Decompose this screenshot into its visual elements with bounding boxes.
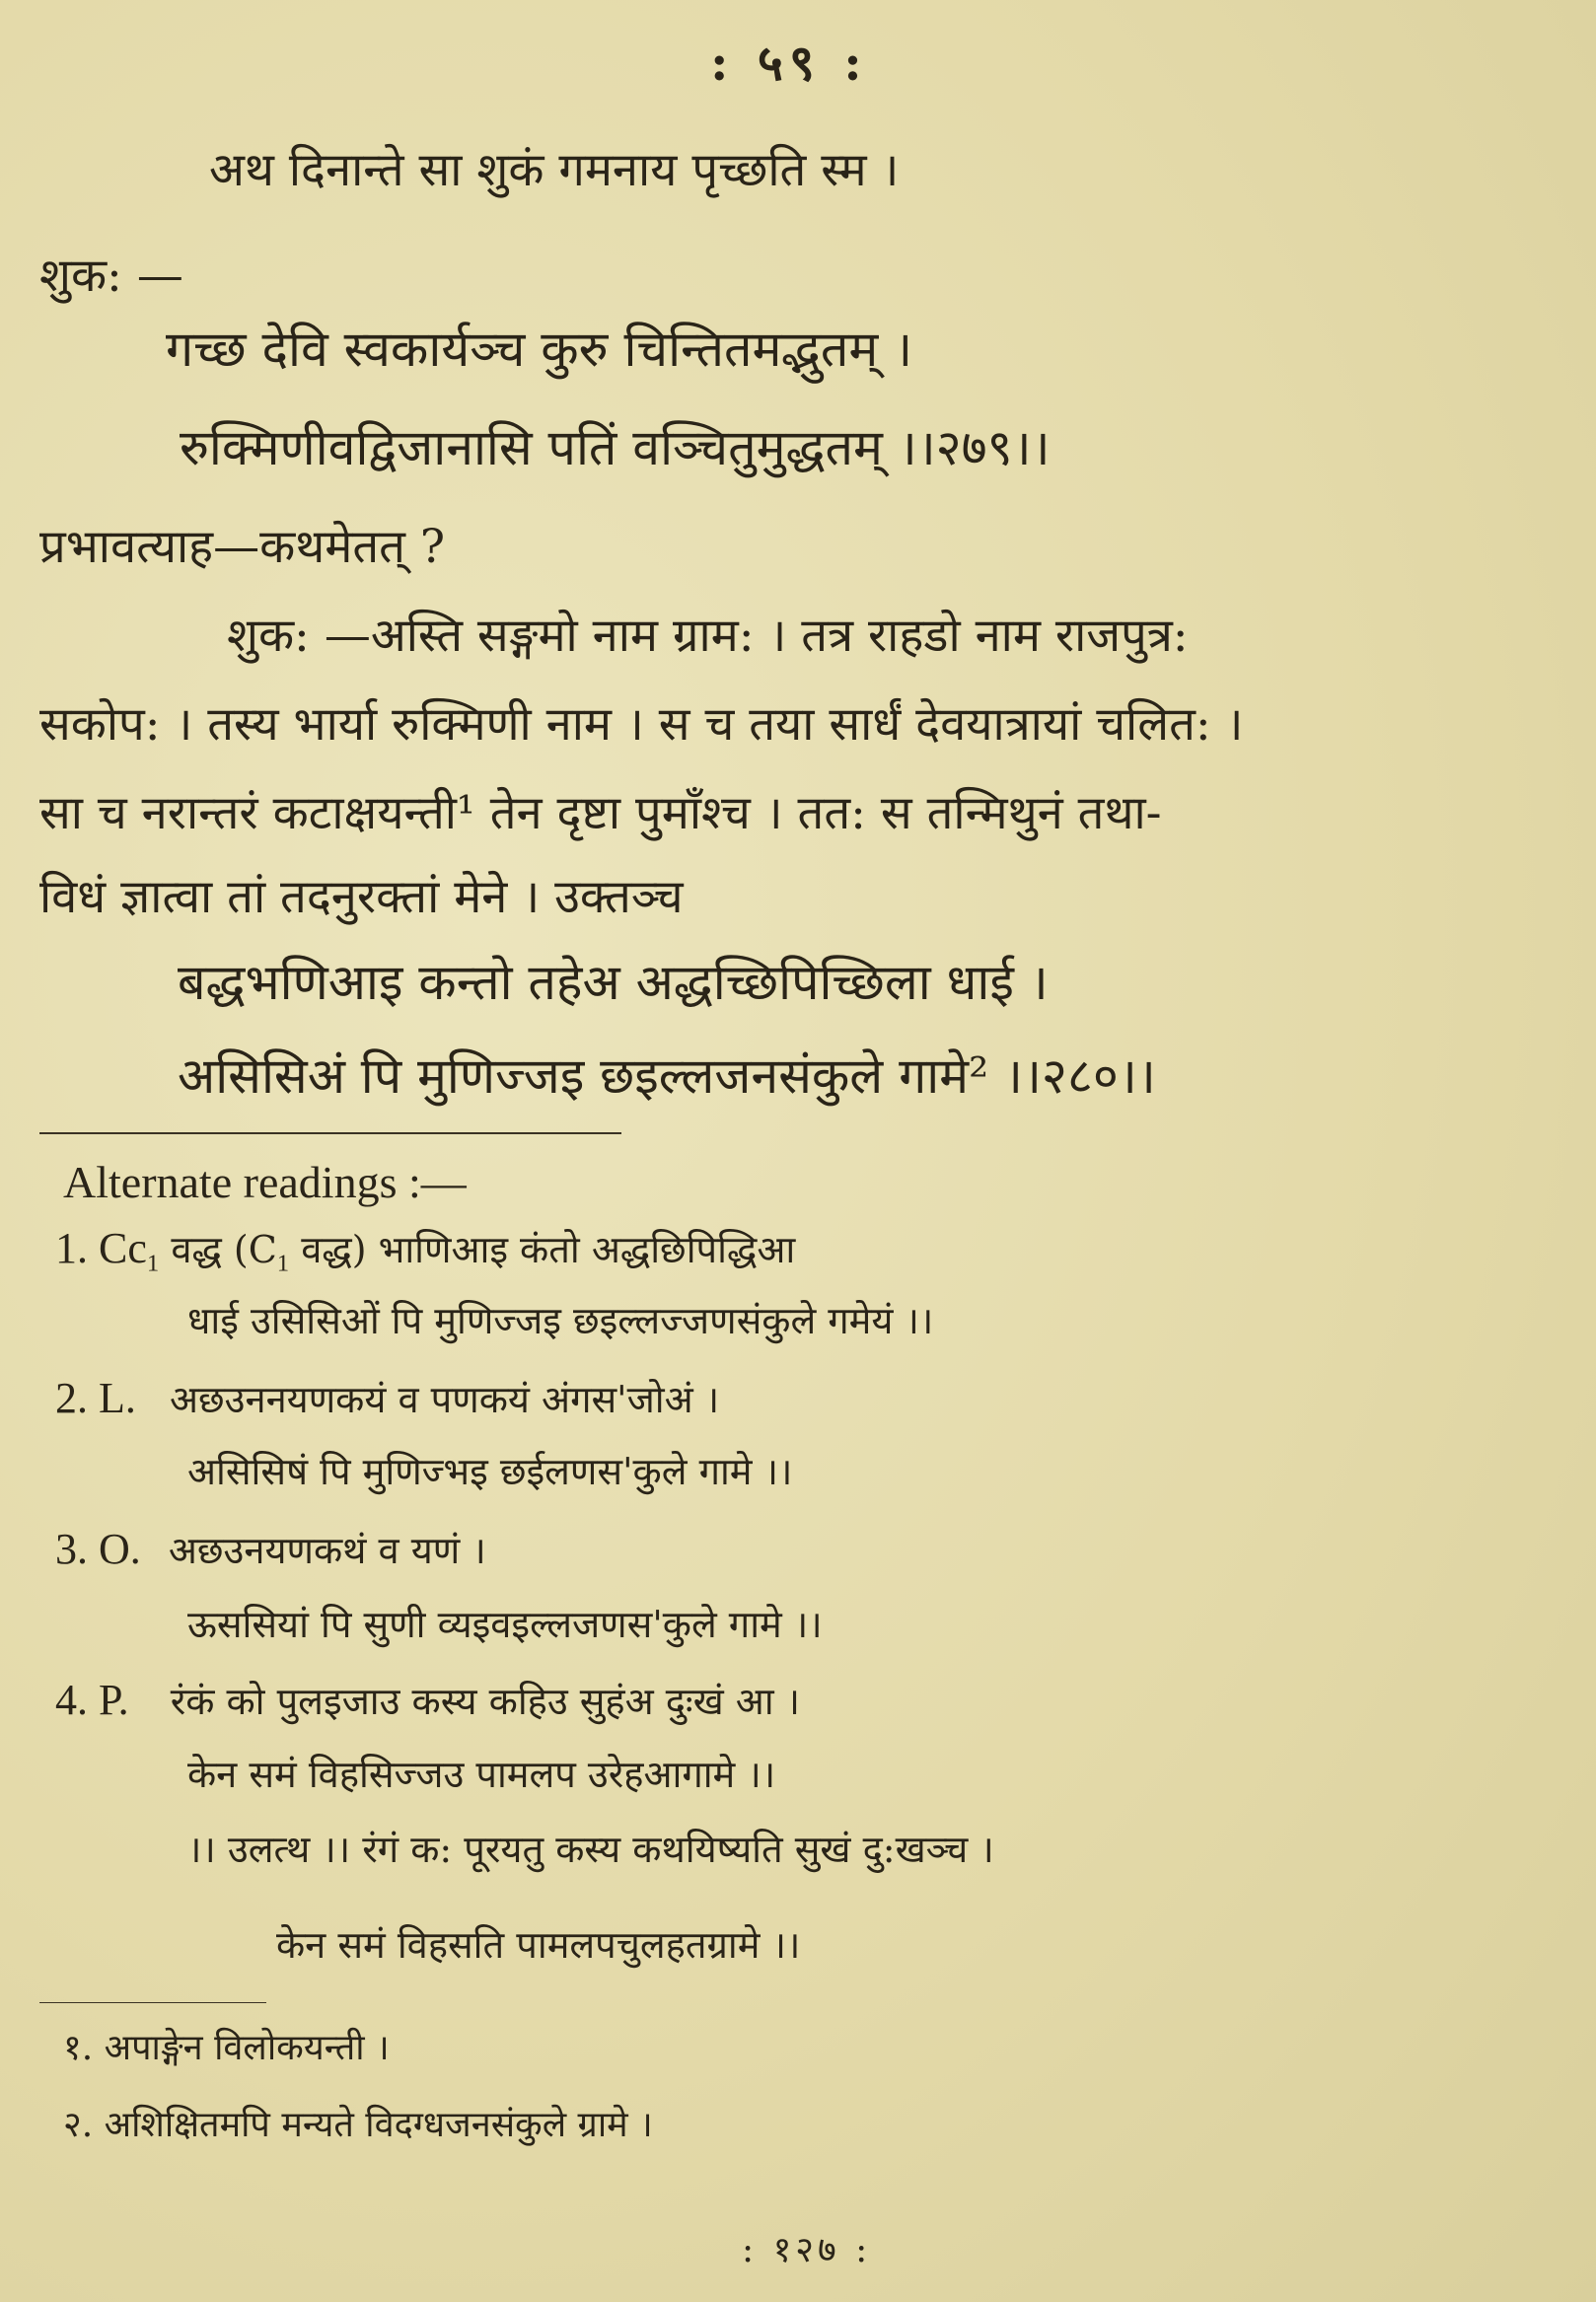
reading-4-number: 4. P.: [55, 1676, 129, 1724]
footnote-1: १. अपाङ्गेन विलोकयन्ती ।: [63, 2028, 390, 2068]
alternate-readings-heading: Alternate readings :—: [63, 1157, 467, 1207]
reading-2-line-2: असिसिषं पि मुणिज्भइ छईलणस'कुले गामे ।।: [187, 1450, 793, 1493]
body-line-1: अथ दिनान्ते सा शुकं गमनाय पृच्छति स्म ।: [209, 143, 900, 197]
reading-1-mid: वद्ध (C: [159, 1228, 277, 1271]
reading-4-text: रंकं को पुलइजाउ कस्य कहिउ सुहंअ दुःखं आ ।: [170, 1680, 801, 1723]
section-divider: [39, 1132, 621, 1134]
reading-1-text: वद्ध) भाणिआइ कंतो अद्धछिपिद्धिआ: [289, 1228, 796, 1271]
reading-3-line-2: ऊससियां पि सुणी व्यइवइल्लजणस'कुले गामे ।।: [187, 1603, 823, 1646]
verse-280-line-a: बद्धभणिआइ कन्तो तहेअ अद्धच्छिपिच्छिला धाई ।: [178, 954, 1049, 1011]
reading-3-text: अछउनयणकथं व यणं ।: [168, 1529, 486, 1572]
reading-1-sub-1: 1: [146, 1250, 160, 1277]
footnote-divider: [39, 2002, 266, 2003]
reading-3-number: 3. O.: [55, 1525, 141, 1573]
verse-279-line-b: रुक्मिणीवद्विजानासि पतिं वञ्चितुमुद्धतम् ।।२७९।।: [180, 419, 1051, 476]
reading-2-number: 2. L.: [55, 1374, 136, 1422]
verse-279-line-a: गच्छ देवि स्वकार्यञ्च कुरु चिन्तितमद्भुतम् ।: [166, 321, 913, 378]
reading-1-line-2: धाई उसिसिओं पि मुणिज्जइ छइल्लज्जणसंकुले गमेयं ।।: [187, 1299, 934, 1342]
page-header-number: : ५९ :: [710, 34, 868, 92]
reading-1: [55, 1223, 795, 1278]
reading-2-text: अछउननयणकयं व पणकयं अंगस'जोअं ।: [169, 1378, 720, 1421]
reading-2: [55, 1373, 719, 1424]
reading-4-line-3: ।। उलत्थ ।। रंगं क: पूरयतु कस्य कथयिष्यति सुखं दु:खञ्च ।: [187, 1828, 994, 1871]
reading-4: [55, 1675, 800, 1726]
reading-1-number: 1. Cc: [55, 1224, 147, 1272]
page-footer-number: : १२७ :: [742, 2230, 872, 2270]
prose-line-1: शुक: —अस्ति सङ्गमो नाम ग्राम: । तत्र राहडो नाम राजपुत्र:: [227, 609, 1189, 663]
footnote-2: २. अशिक्षितमपि मन्यते विदग्धजनसंकुले ग्रामे ।: [63, 2105, 653, 2145]
reading-1-sub-2: 1: [276, 1250, 290, 1277]
reading-4-line-2: केन समं विहसिज्जउ पामलप उरेहआगामे ।।: [187, 1753, 776, 1796]
reading-3: [55, 1524, 486, 1575]
reading-4-line-4: केन समं विहसति पामलपचुलहतग्रामे ।।: [276, 1923, 801, 1967]
verse-280-line-b: असिसिअं पि मुणिज्जइ छइल्लजनसंकुले गामे² ।।२८०।।: [178, 1047, 1156, 1105]
speaker-shuka: शुक: —: [39, 249, 183, 303]
prose-line-4: विधं ज्ञात्वा तां तदनुरक्तां मेने । उक्तञ्च: [39, 870, 684, 924]
prose-line-2: सकोप: । तस्य भार्या रुक्मिणी नाम । स च तया सार्धं देवयात्रायां चलित: ।: [39, 697, 1244, 752]
prabhavati-line: प्रभावत्याह—कथमेतत् ?: [39, 520, 446, 574]
prose-line-3: सा च नरान्तरं कटाक्षयन्ती¹ तेन दृष्टा पुमाँश्च । तत: स तन्मिथुनं तथा-: [39, 786, 1162, 840]
